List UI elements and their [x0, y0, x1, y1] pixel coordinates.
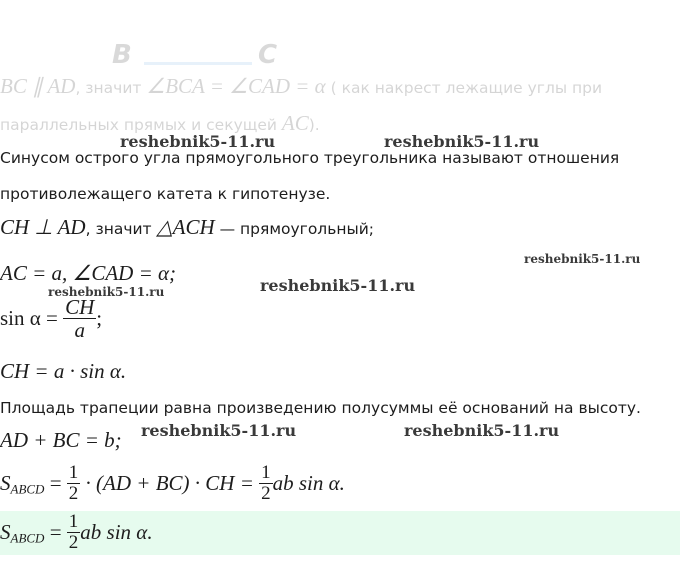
half-fraction-2: $\frac{1}{2}$ — [261, 462, 271, 504]
sine-definition-line-2: противолежащего катета к гипотенузе. — [0, 185, 331, 203]
answer-half-fraction: $\frac{1}{2}$ — [68, 511, 79, 553]
sine-formula: sin α = $\frac{CH}{a}$ ; — [0, 295, 103, 343]
watermark: reshebnik5-11.ru — [260, 276, 416, 295]
line-givens: AC = a, ∠CAD = α; — [0, 261, 177, 285]
half-fraction: $\frac{1}{2}$ — [68, 462, 79, 504]
figure-fragment — [110, 40, 290, 75]
area-derivation: $S_{ABCD}$ = $\frac{1}{2}$ · (AD + BC) · CH = $\frac{1}{2}$ ab sin α. — [0, 462, 345, 504]
answer-formula: $S_{ABCD}$ = $\frac{1}{2}$ ab sin α. — [0, 511, 153, 553]
bases-sum: AD + BC = b; — [0, 428, 122, 452]
segment-bc — [144, 62, 252, 65]
line-parallel-reason: параллельных прямых и секущей AC). — [0, 111, 320, 135]
sine-fraction: $\frac{CH}{a}$ — [65, 295, 95, 343]
watermark: reshebnik5-11.ru — [384, 132, 540, 151]
watermark: reshebnik5-11.ru — [141, 421, 297, 440]
watermark: reshebnik5-11.ru — [120, 132, 276, 151]
line-perpendicular: CH ⊥ AD, значит △ACH — прямоугольный; — [0, 215, 375, 239]
watermark: reshebnik5-11.ru — [404, 421, 560, 440]
height-formula: CH = a · sin α. — [0, 359, 127, 383]
sine-definition-line-1: Синусом острого угла прямоугольного треугольника называют отношения — [0, 149, 620, 167]
vertex-b-label: B — [112, 40, 132, 70]
vertex-c-label: C — [258, 40, 278, 70]
line-parallel-statement: BC ∥ AD, значит ∠BCA = ∠CAD = α ( как накрест лежащие углы при — [0, 74, 603, 98]
trapezoid-area-rule: Площадь трапеции равна произведению полусуммы её оснований на высоту. — [0, 399, 641, 417]
watermark: reshebnik5-11.ru — [48, 285, 165, 299]
watermark: reshebnik5-11.ru — [524, 252, 641, 266]
